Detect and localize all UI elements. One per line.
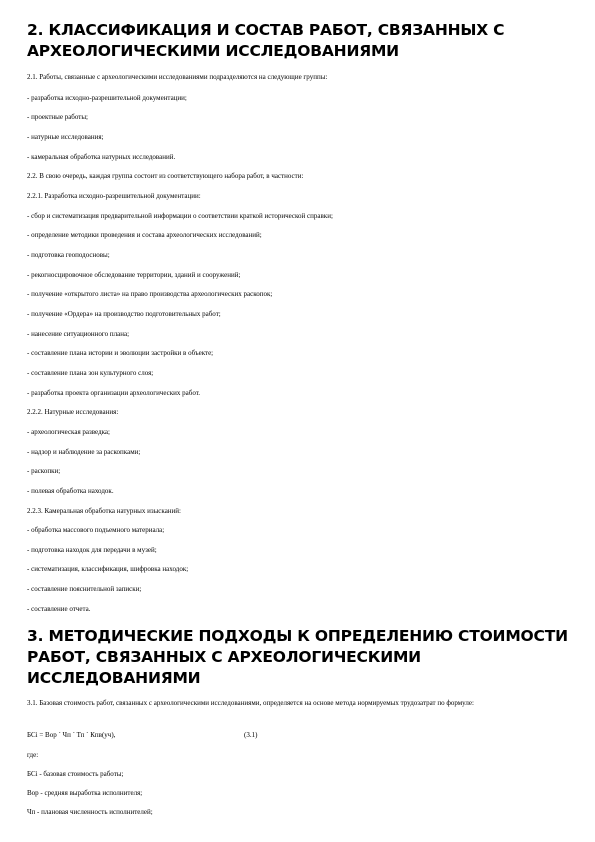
paragraph: 2.2.2. Натурные исследования:	[27, 408, 119, 416]
list-item: - подготовка находок для передачи в музей;	[27, 546, 157, 554]
list-item: - камеральная обработка натурных исследований.	[27, 153, 176, 161]
list-item: - составление плана зон культурного слоя;	[27, 369, 154, 377]
list-item: - полевая обработка находок.	[27, 487, 114, 495]
list-item: - обработка массового подъемного материала;	[27, 526, 165, 534]
list-item: - рекогносцировочное обследование территории, зданий и сооружений;	[27, 271, 241, 279]
list-item: - составление плана истории и эволюции застройки в объекте;	[27, 349, 214, 357]
section-2-heading: 2. КЛАССИФИКАЦИЯ И СОСТАВ РАБОТ, СВЯЗАННЫХ С АРХЕОЛОГИЧЕСКИМИ ИССЛЕДОВАНИЯМИ	[27, 21, 505, 60]
section-3-heading: 3. МЕТОДИЧЕСКИЕ ПОДХОДЫ К ОПРЕДЕЛЕНИЮ СТОИМОСТИ РАБОТ, СВЯЗАННЫХ С АРХЕОЛОГИЧЕСКИМИ ИССЛЕДОВАНИЯМИ	[27, 627, 568, 687]
list-item: - получение «открытого листа» на право производства археологических раскопок;	[27, 290, 273, 298]
list-item: - нанесение ситуационного плана;	[27, 330, 130, 338]
list-item: - разработка проекта организации археологических работ.	[27, 389, 201, 397]
definition: Вор - средняя выработка исполнителя;	[27, 789, 143, 797]
paragraph: 3.1. Базовая стоимость работ, связанных с археологическими исследованиями, определяется на основе метода нормируемых трудозатрат по формуле:	[27, 699, 474, 707]
list-item: - получение «Ордера» на производство подготовительных работ;	[27, 310, 221, 318]
list-item: - раскопки;	[27, 467, 61, 475]
list-item: - определение методики проведения и состава археологических исследований;	[27, 231, 262, 239]
definition: Чп - плановая численность исполнителей;	[27, 808, 153, 816]
list-item: - подготовка геоподосновы;	[27, 251, 110, 259]
definition: БСi - базовая стоимость работы;	[27, 770, 124, 778]
list-item: - проектные работы;	[27, 113, 88, 121]
list-item: - разработка исходно-разрешительной документации;	[27, 94, 187, 102]
list-item: - систематизация, классификация, шифровка находок;	[27, 565, 189, 573]
paragraph: 2.2. В свою очередь, каждая группа состоит из соответствующего набора работ, в частности:	[27, 172, 304, 180]
paragraph: где:	[27, 751, 39, 759]
paragraph: 2.2.1. Разработка исходно-разрешительной документации:	[27, 192, 201, 200]
formula-number: (3.1)	[244, 731, 258, 739]
list-item: - надзор и наблюдение за раскопками;	[27, 448, 141, 456]
formula: БСi = Вор ´ Чп ´ Тп ´ Кпв(уч),	[27, 731, 116, 739]
list-item: - составление пояснительной записки;	[27, 585, 142, 593]
list-item: - составление отчета.	[27, 605, 91, 613]
list-item: - археологическая разведка;	[27, 428, 110, 436]
list-item: - сбор и систематизация предварительной информации о соответствии краткой исторической справки;	[27, 212, 333, 220]
paragraph: 2.1. Работы, связанные с археологическими исследованиями подразделяются на следующие группы:	[27, 73, 328, 81]
paragraph: 2.2.3. Камеральная обработка натурных изысканий:	[27, 507, 181, 515]
list-item: - натурные исследования;	[27, 133, 104, 141]
